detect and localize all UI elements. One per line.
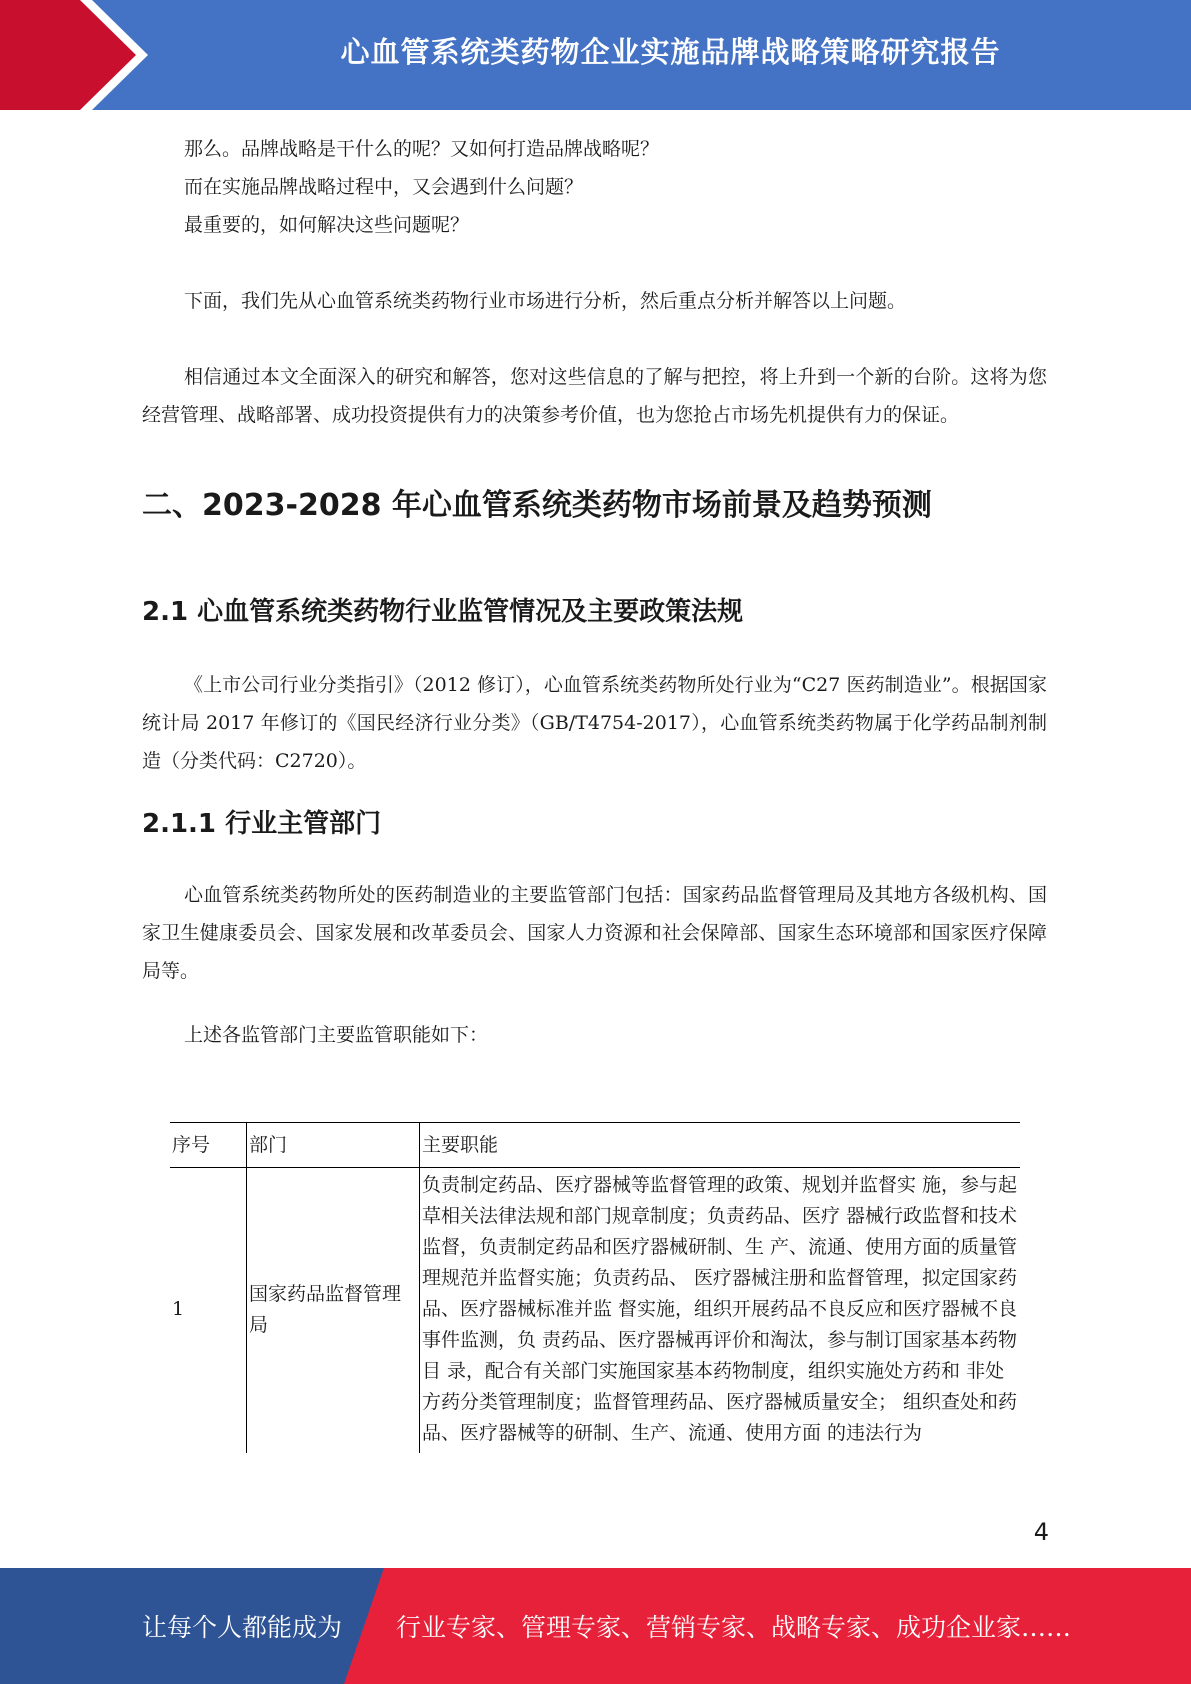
- section-2-1-paragraph: 《上市公司行业分类指引》（2012 修订），心血管系统类药物所处行业为“C27 医药制造业”。根据国家统计局 2017 年修订的《国民经济行业分类》（GB/T4754-2017），心血管系统类药物属于化学药品制剂制造（分类代码：C2720）。: [142, 674, 1047, 772]
- intro-question-3: 最重要的，如何解决这些问题呢？: [184, 214, 470, 236]
- table-cell-dept: 国家药品监督管理局: [247, 1168, 420, 1454]
- table-header-row: [170, 1123, 1020, 1168]
- intro-paragraph-2: 相信通过本文全面深入的研究和解答，您对这些信息的了解与把控，将上升到一个新的台阶。这将为您经营管理、战略部署、成功投资提供有力的决策参考价值，也为您抢占市场先机提供有力的保证。: [142, 366, 1047, 426]
- page-content: [142, 130, 1047, 1054]
- header-title: 心血管系统类药物企业实施品牌战略策略研究报告: [340, 34, 1001, 69]
- page-header: [0, 0, 1191, 110]
- footer-slogan-left: 让每个人都能成为: [142, 1613, 343, 1642]
- section-2-1-1-paragraph: 心血管系统类药物所处的医药制造业的主要监管部门包括：国家药品监督管理局及其地方各级机构、国家卫生健康委员会、国家发展和改革委员会、国家人力资源和社会保障部、国家生态环境部和国家医疗保障局等。: [142, 884, 1047, 982]
- intro-question-2: 而在实施品牌战略过程中，又会遇到什么问题？: [184, 176, 584, 198]
- page-footer: [0, 1568, 1191, 1684]
- section-2-1-heading: 2.1 心血管系统类药物行业监管情况及主要政策法规: [142, 597, 744, 627]
- table-header-duty: 主要职能: [420, 1123, 1021, 1168]
- intro-question-1: 那么。品牌战略是干什么的呢？又如何打造品牌战略呢？: [184, 138, 660, 160]
- table-cell-duty: 负责制定药品、医疗器械等监督管理的政策、规划并监督实 施，参与起草相关法律法规和部门规章制度；负责药品、医疗 器械行政监督和技术监督，负责制定药品和医疗器械研制、生 产、流通、使用方面的质量管理规范并监督实施；负责药品、 医疗器械注册和监督管理，拟定国家药品、医疗器械标准并监 督实施，组织开展药品不良反应和医疗器械不良事件监测，负 责药品、医疗器械再评价和淘汰，参与制订国家基本药物目 录，配合有关部门实施国家基本药物制度，组织实施处方药和 非处方药分类管理制度；监督管理药品、医疗器械质量安全； 组织查处和药品、医疗器械等的研制、生产、流通、使用方面 的违法行为: [422, 1174, 1018, 1444]
- table-cell-no: 1: [172, 1298, 185, 1320]
- table-header-dept: 部门: [247, 1123, 420, 1168]
- table-row: [170, 1168, 1020, 1454]
- section-2-heading: 二、2023-2028 年心血管系统类药物市场前景及趋势预测: [142, 488, 932, 523]
- intro-paragraph-1: 下面，我们先从心血管系统类药物行业市场进行分析，然后重点分析并解答以上问题。: [184, 290, 907, 312]
- section-2-1-1-heading: 2.1.1 行业主管部门: [142, 809, 382, 839]
- table-header-no: 序号: [170, 1123, 247, 1168]
- footer-slogan-right: 行业专家、管理专家、营销专家、战略专家、成功企业家……: [396, 1613, 1072, 1642]
- regulatory-duties-table: [170, 1122, 1020, 1453]
- page-number: 4: [1033, 1518, 1049, 1546]
- section-2-1-1-lead: 上述各监管部门主要监管职能如下：: [184, 1024, 489, 1046]
